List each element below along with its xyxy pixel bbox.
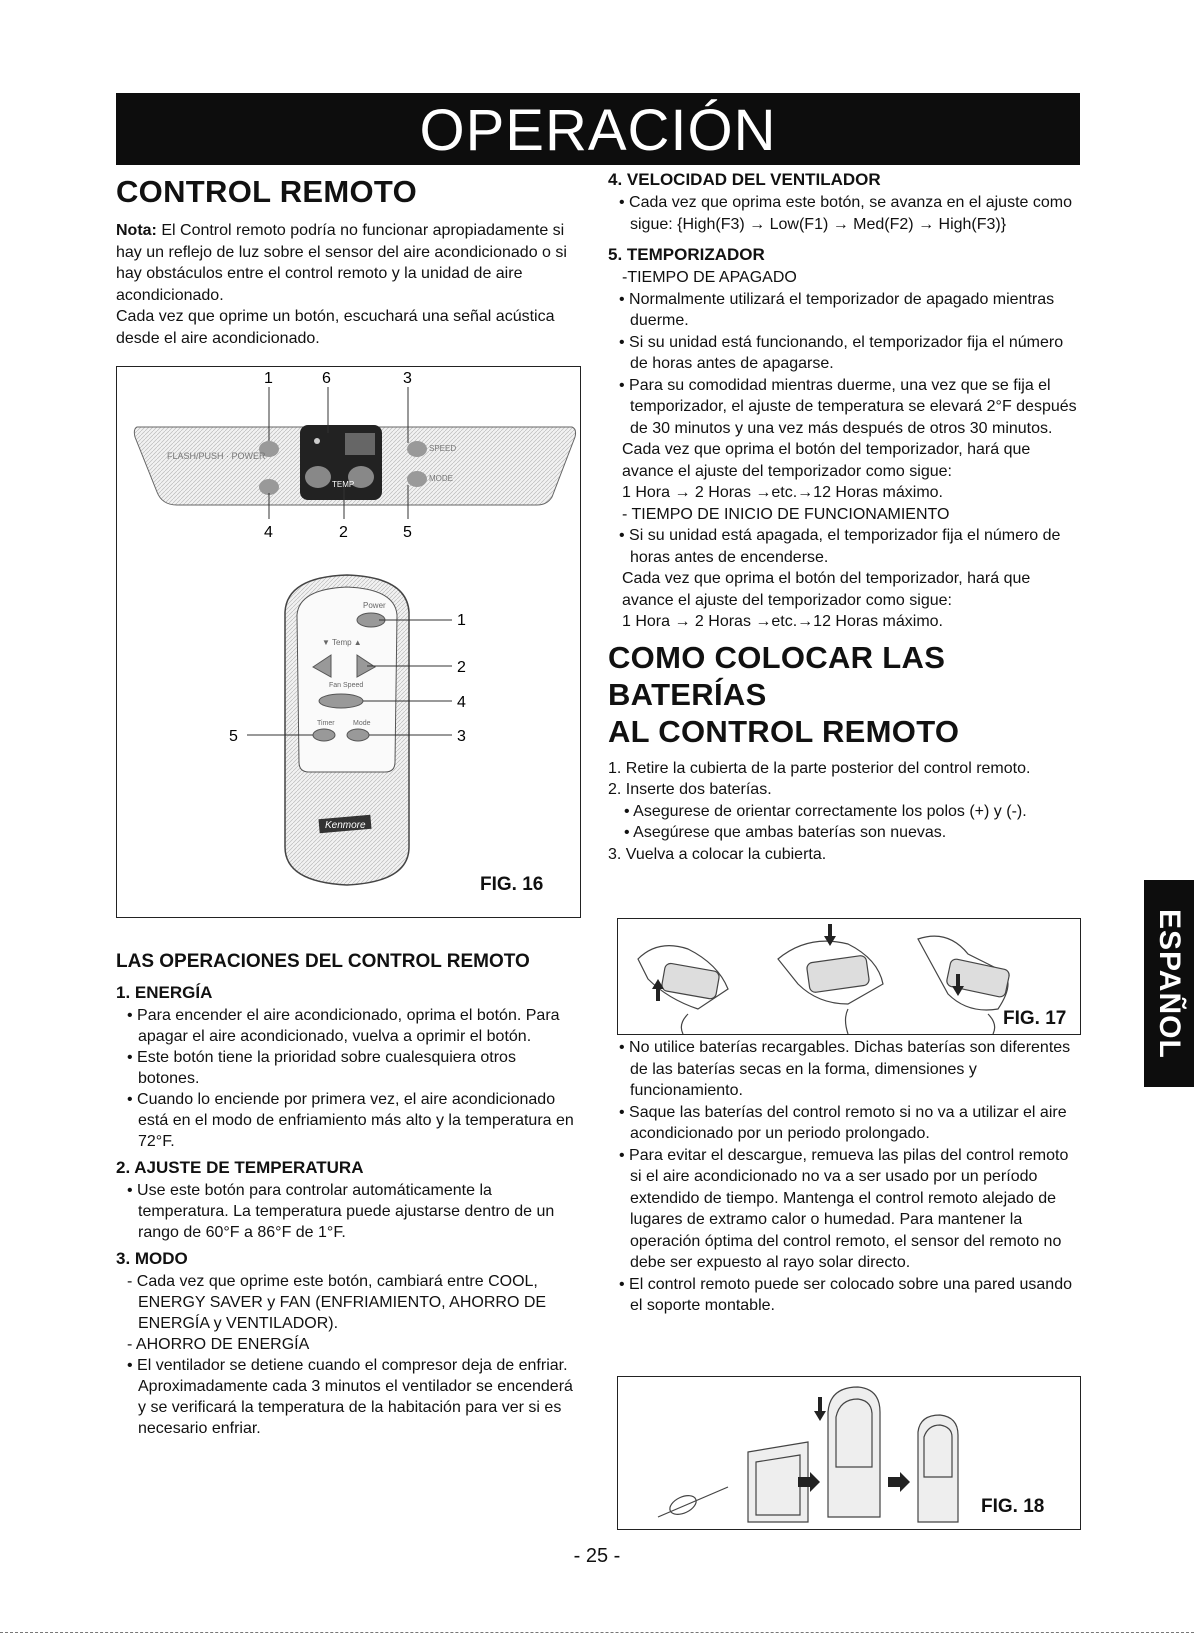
baterias-step-1: 1. Retire la cubierta de la parte posterior del control remoto. [608, 759, 1031, 777]
bottom-rule [0, 1632, 1194, 1633]
svg-text:Power: Power [363, 601, 386, 610]
svg-text:2: 2 [457, 659, 466, 676]
warning-2: • Saque las baterías del control remoto si no va a utilizar el aire acondicionado por un periodo prolongado. [619, 1103, 1067, 1142]
svg-text:FLASH/PUSH · POWER: FLASH/PUSH · POWER [167, 451, 266, 461]
temporizador-line-5: Cada vez que oprima el botón del temporizador, hará que avance el ajuste del temporizador como sigue: [622, 441, 1031, 480]
temporizador-line-10: 1 Hora → 2 Horas →etc.→12 Horas máximo. [622, 613, 943, 630]
warning-4: • El control remoto puede ser colocado sobre una pared usando el soporte montable. [619, 1275, 1072, 1314]
baterias-title-line-1: COMO COLOCAR LAS BATERÍAS [608, 639, 946, 712]
modo-title: 3. MODO [116, 1249, 188, 1268]
svg-text:SPEED: SPEED [429, 444, 457, 453]
figure-18 [617, 1376, 1081, 1530]
velocidad-bullet: • Cada vez que oprima este botón, se avanza en el ajuste como sigue: {High(F3) → Low(F1) → Med(F2) → High(F3)} [619, 194, 1072, 233]
svg-text:4: 4 [457, 694, 466, 711]
modo-line-4: Aproximadamente cada 3 minutos el ventilador se encenderá y se verificará la temperatura de la habitación para ver si es necesario enfriar. [138, 1378, 573, 1437]
page-number: - 25 - [573, 1545, 621, 1567]
baterias-title [608, 639, 1083, 750]
svg-text:3: 3 [457, 728, 466, 745]
remote-control-illustration [117, 367, 580, 917]
language-tab: ESPAÑOL [1144, 880, 1194, 1087]
temporizador-line-2: • Normalmente utilizará el temporizador de apagado mientras duerme. [619, 290, 1055, 329]
baterias-step-2: 2. Inserte dos baterías. [608, 781, 772, 798]
figure-17 [617, 918, 1081, 1035]
baterias-title-line-2: AL CONTROL REMOTO [608, 713, 960, 749]
energia-bullet-2: • Este botón tiene la prioridad sobre cualesquiera otros botones. [127, 1049, 516, 1087]
beep-paragraph: Cada vez que oprime un botón, escuchará una señal acústica desde el aire acondicionado. [116, 308, 555, 347]
control-remoto-title: CONTROL REMOTO [116, 174, 418, 209]
temporizador-line-1: -TIEMPO DE APAGADO [622, 269, 797, 286]
battery-warnings [608, 1037, 1083, 1317]
svg-text:1: 1 [264, 370, 273, 387]
warning-3: • Para evitar el descargue, remueva las pilas del control remoto si el aire acondicionado no va a ser usado por un período extendido de tiempo. Mantenga el control remoto alejado de lugares de extramo calor o humedad. Para mantener la operación óptima del control remoto, el sensor del remoto no debe ser expuesto al rayo solar directo. [619, 1146, 1069, 1271]
svg-text:2: 2 [339, 524, 348, 541]
svg-text:Kenmore: Kenmore [325, 820, 366, 831]
warning-1: • No utilice baterías recargables. Dichas baterías son diferentes de las baterías secas en la forma, dimensiones y funcionamiento. [619, 1039, 1071, 1099]
baterias-step-2b: • Asegúrese que ambas baterías son nuevas. [624, 824, 947, 841]
svg-text:MODE: MODE [429, 474, 453, 483]
section-banner: OPERACIÓN [116, 93, 1080, 165]
left-column [116, 170, 581, 349]
svg-text:4: 4 [264, 524, 273, 541]
right-column [608, 170, 1083, 865]
left-column-lower [116, 945, 581, 1439]
temporizador-line-9: Cada vez que oprima el botón del temporizador, hará que avance el ajuste del temporizador como sigue: [622, 570, 1031, 609]
fig17-label: FIG. 17 [1003, 1008, 1067, 1029]
figure-16 [116, 366, 581, 918]
svg-text:1: 1 [457, 612, 466, 629]
svg-text:5: 5 [403, 524, 412, 541]
modo-line-2: - AHORRO DE ENERGÍA [127, 1336, 310, 1353]
svg-text:Timer: Timer [317, 720, 335, 727]
temporizador-line-3: • Si su unidad está funcionando, el temporizador fija el número de horas antes de apagarse. [619, 333, 1064, 372]
temporizador-line-4: • Para su comodidad mientras duerme, una vez que se fija el temporizador, el ajuste de temperatura se elevará 2°F después de 30 minutos y una vez más después de otros 30 minutos. [619, 376, 1077, 437]
svg-text:Fan Speed: Fan Speed [329, 682, 364, 689]
energia-bullet-1: • Para encender el aire acondicionado, oprima el botón. Para apagar el aire acondicionado, vuelva a oprimir el botón. [127, 1007, 560, 1045]
svg-text:TEMP: TEMP [332, 480, 355, 489]
note-text: El Control remoto podría no funcionar apropiadamente si hay un reflejo de luz sobre el sensor del aire acondicionado o si hay obstáculos entre el control remoto y la unidad de aire acondicionado. [116, 222, 567, 304]
ajuste-temp-title: 2. AJUSTE DE TEMPERATURA [116, 1158, 364, 1177]
modo-line-3: • El ventilador se detiene cuando el compresor deja de enfriar. [127, 1357, 568, 1374]
svg-text:5: 5 [229, 728, 238, 745]
svg-text:3: 3 [403, 370, 412, 387]
temporizador-line-8: • Si su unidad está apagada, el temporizador fija el número de horas antes de encenderse. [619, 527, 1061, 566]
temporizador-line-6: 1 Hora → 2 Horas →etc.→12 Horas máximo. [622, 484, 943, 501]
fig18-label: FIG. 18 [981, 1496, 1045, 1517]
velocidad-title: 4. VELOCIDAD DEL VENTILADOR [608, 170, 881, 189]
note-paragraph [116, 220, 581, 306]
note-label: Nota: [116, 222, 157, 239]
ajuste-temp-bullet: • Use este botón para controlar automáticamente la temperatura. La temperatura puede ajustarse dentro de un rango de 60°F a 86°F de 1°F. [127, 1182, 555, 1241]
temporizador-title: 5. TEMPORIZADOR [608, 245, 765, 264]
svg-text:▼ Temp ▲: ▼ Temp ▲ [322, 638, 362, 647]
baterias-step-2a: • Asegurese de orientar correctamente los polos (+) y (-). [624, 802, 1027, 820]
operations-title: LAS OPERACIONES DEL CONTROL REMOTO [116, 951, 530, 972]
modo-line-1: - Cada vez que oprime este botón, cambiará entre COOL, ENERGY SAVER y FAN (ENFRIAMIENTO, AHORRO DE ENERGÍA y VENTILADOR). [127, 1273, 547, 1332]
fig16-label: FIG. 16 [480, 874, 544, 895]
baterias-step-3: 3. Vuelva a colocar la cubierta. [608, 845, 827, 863]
svg-text:Mode: Mode [353, 720, 371, 727]
energia-title: 1. ENERGÍA [116, 983, 213, 1002]
energia-bullet-3: • Cuando lo enciende por primera vez, el aire acondicionado está en el modo de enfriamiento más alto y la temperatura en 72°F. [127, 1091, 574, 1150]
svg-text:6: 6 [322, 370, 331, 387]
temporizador-line-7: - TIEMPO DE INICIO DE FUNCIONAMIENTO [622, 505, 950, 523]
